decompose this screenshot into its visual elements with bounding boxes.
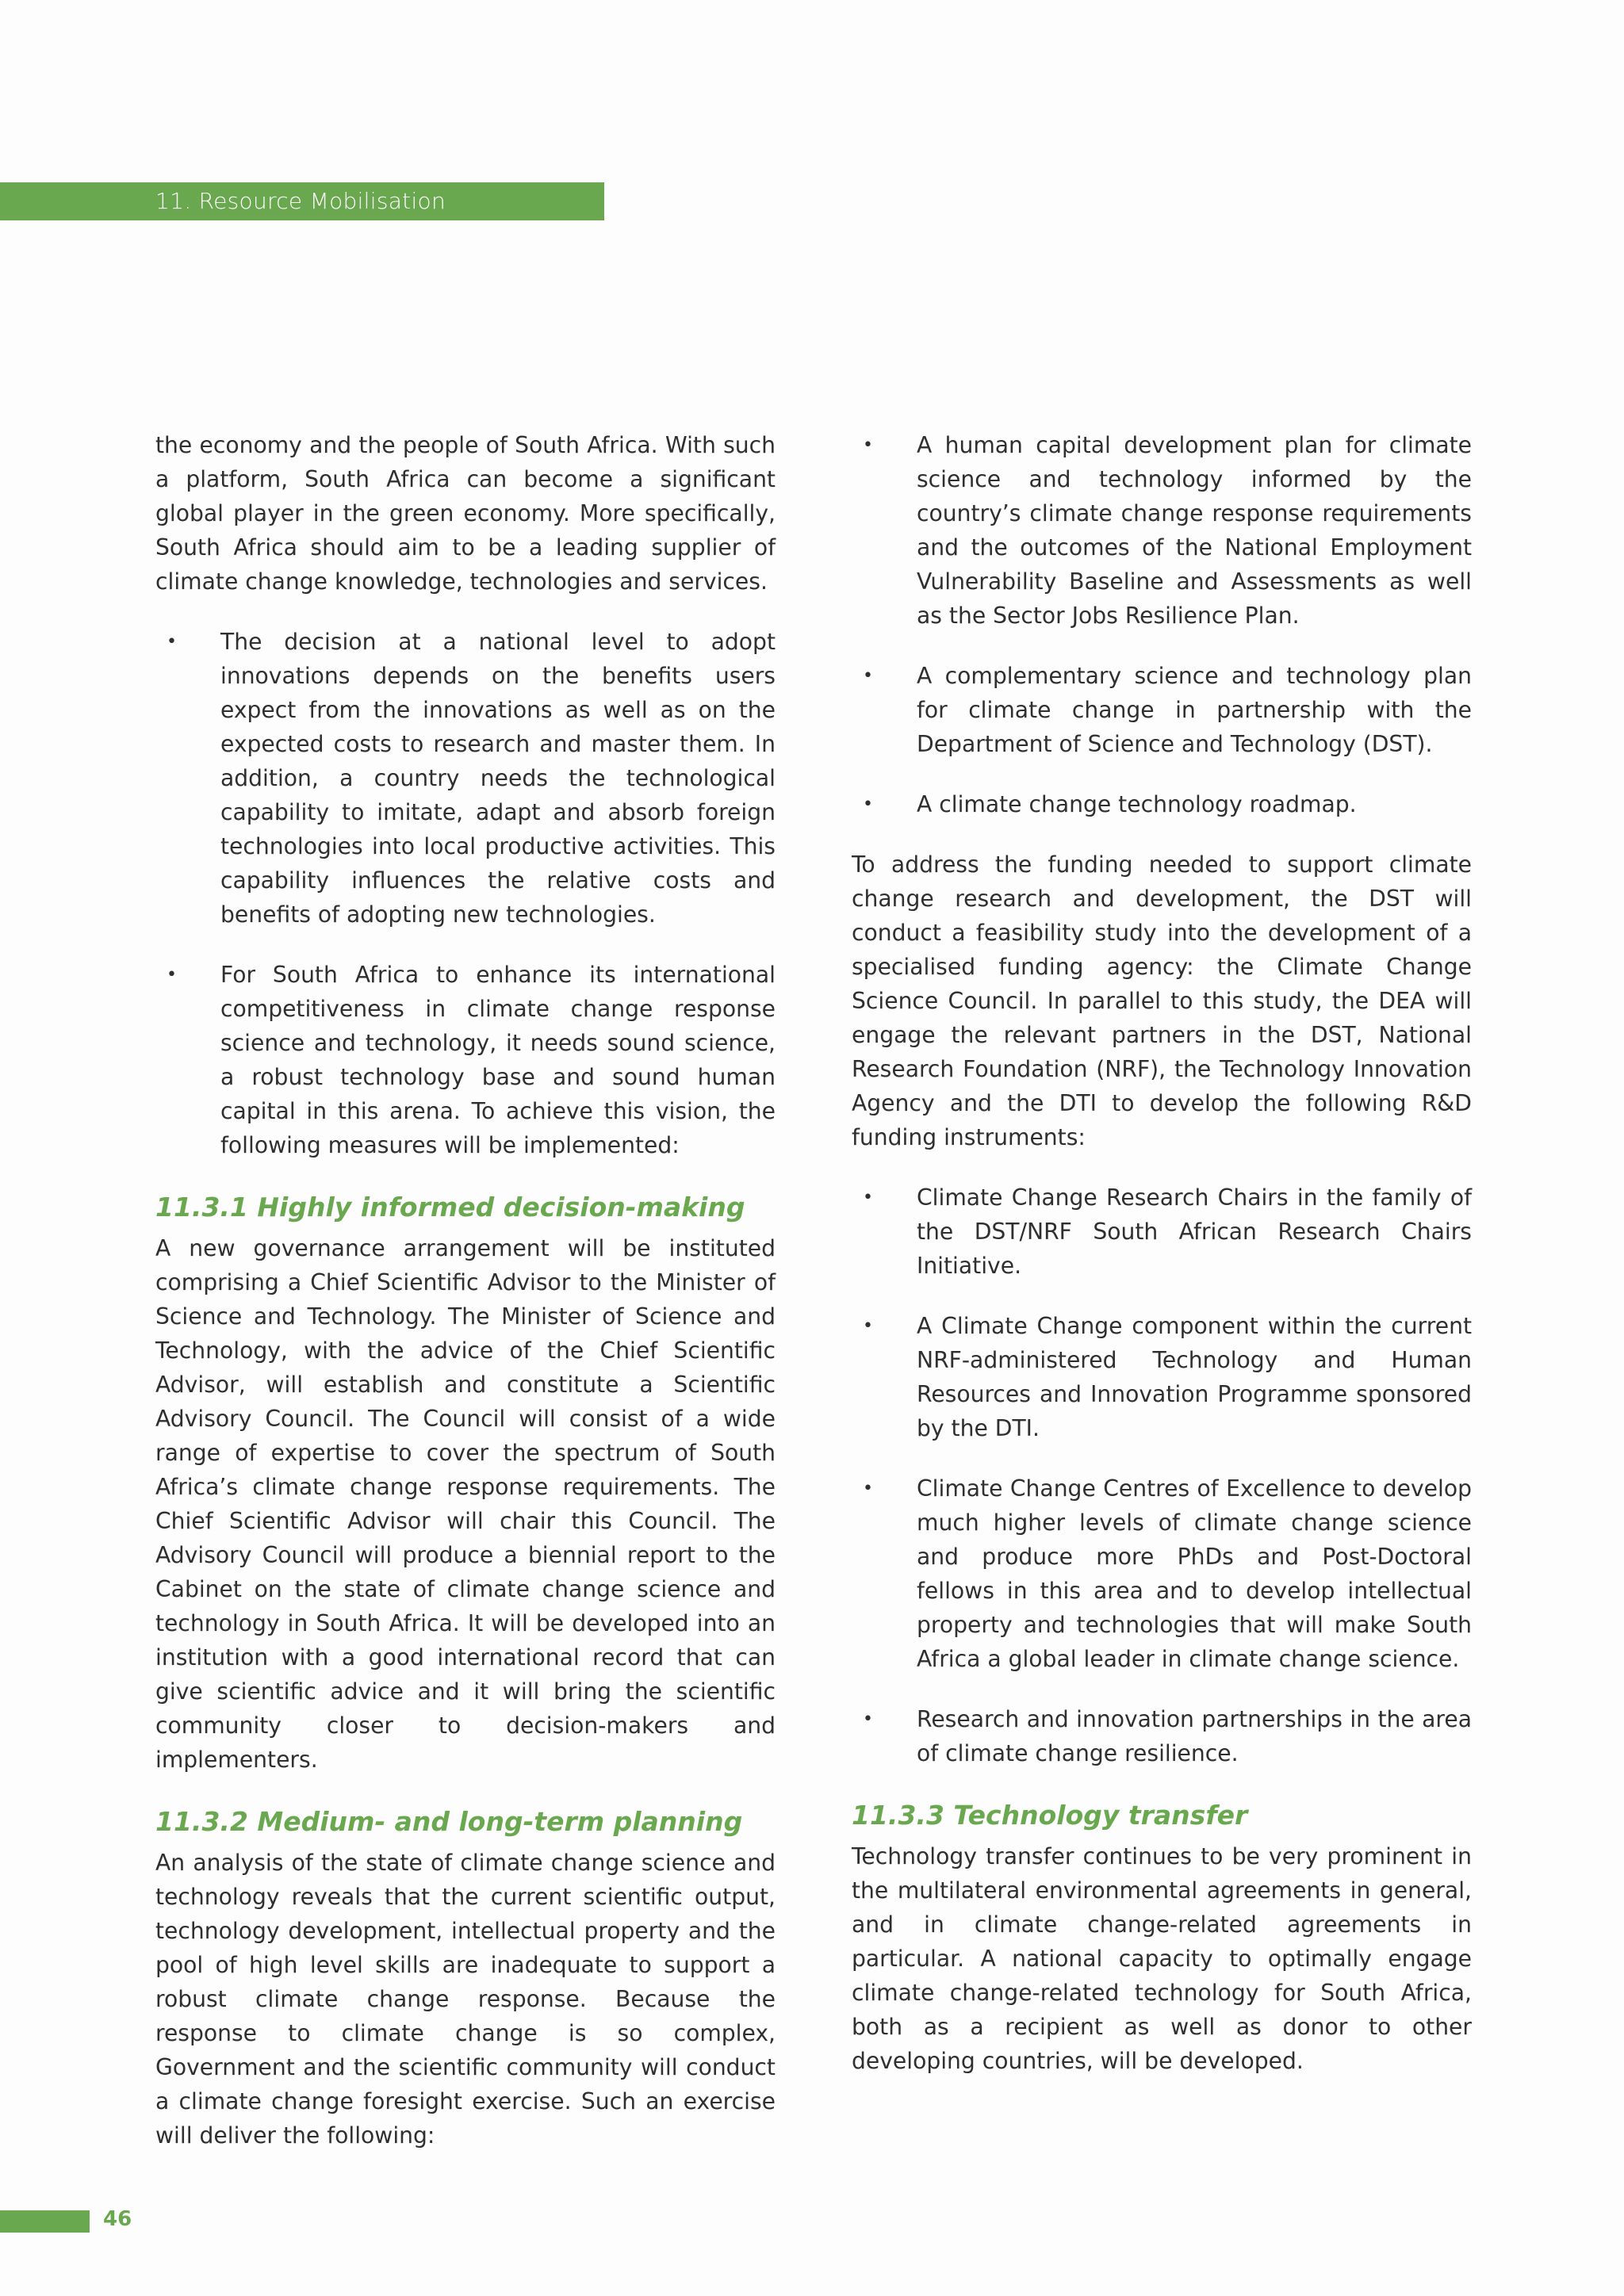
list-item <box>155 625 776 932</box>
bullet-icon: • <box>863 794 873 814</box>
list-item-text: A climate change technology roadmap. <box>917 791 1357 817</box>
list-item <box>852 1702 1472 1770</box>
bullet-icon: • <box>863 435 873 455</box>
bullet-icon: • <box>863 1188 873 1207</box>
right-bullet-list-b <box>852 1181 1472 1770</box>
list-item <box>155 958 776 1162</box>
list-item-text: Research and innovation partnerships in the area of climate change resilience. <box>917 1706 1472 1766</box>
list-item <box>852 787 1472 821</box>
list-item <box>852 1181 1472 1283</box>
section-heading-11-3-3: 11.3.3 Technology transfer <box>852 1800 1248 1831</box>
right-bullet-list-a <box>852 428 1472 821</box>
section-body-11-3-2: An analysis of the state of climate change science and technology reveals that the current scientific output, technology development, intellectual property and the pool of high level skills are inadequate to support a robust climate change response. Because the response to climate change is so complex, Government and the scientific community will conduct a climate change foresight exercise. Such an exercise will deliver the following: <box>155 1850 776 2149</box>
list-item <box>852 659 1472 761</box>
section-heading-11-3-2: 11.3.2 Medium- and long-term planning <box>155 1806 743 1837</box>
bullet-icon: • <box>863 1709 873 1729</box>
list-item-text: A Climate Change component within the current NRF-administered Technology and Human Resources and Innovation Programme sponsored by the DTI. <box>917 1313 1472 1441</box>
list-item-text: Climate Change Centres of Excellence to develop much higher levels of climate change science and produce more PhDs and Post-Doctoral fellows in this area and to develop intellectual property and technologies that will make South Africa a global leader in climate change science. <box>917 1475 1472 1672</box>
section-header-label: 11. Resource Mobilisation <box>155 188 446 214</box>
section-body-11-3-3: Technology transfer continues to be very prominent in the multilateral environmental agreements in general, and in climate change-related agreements in particular. A national capacity to optimally engage climate change-related technology for South Africa, both as a recipient as well as donor to other developing countries, will be developed. <box>852 1843 1472 2074</box>
section-heading-11-3-1: 11.3.1 Highly informed decision-making <box>155 1192 745 1223</box>
bullet-icon: • <box>863 666 873 686</box>
intro-paragraph: the economy and the people of South Africa. With such a platform, South Africa can become a significant global player in the green economy. More specifically, South Africa should aim to be a leading supplier of climate change knowledge, technologies and services. <box>155 432 776 595</box>
bullet-icon: • <box>167 632 177 652</box>
list-item-text: A human capital development plan for climate science and technology informed by the country’s climate change response requirements and the outcomes of the National Employment Vulnerability Baseline and Assessments as well as the Sector Jobs Resilience Plan. <box>917 432 1472 629</box>
right-column <box>852 428 1472 2104</box>
funding-paragraph: To address the funding needed to support climate change research and development, the DST will conduct a feasibility study into the development of a specialised funding agency: the Climate Change Science Council. In parallel to this study, the DEA will engage the relevant partners in the DST, National Research Foundation (NRF), the Technology Innovation Agency and the DTI to develop the following R&D funding instruments: <box>852 851 1472 1150</box>
left-bullet-list <box>155 625 776 1162</box>
list-item-text: Climate Change Research Chairs in the family of the DST/NRF South African Research Chairs Initiative. <box>917 1184 1472 1279</box>
bullet-icon: • <box>863 1316 873 1336</box>
list-item-text: For South Africa to enhance its international competitiveness in climate change response science and technology, it needs sound science, a robust technology base and sound human capital in this arena. To achieve this vision, the following measures will be implemented: <box>220 962 776 1158</box>
page-number: 46 <box>103 2207 132 2231</box>
bullet-icon: • <box>167 965 177 985</box>
list-item-text: The decision at a national level to adopt innovations depends on the benefits users expect from the innovations as well as on the expected costs to research and master them. In addition, a country needs the technological capability to imitate, adapt and absorb foreign technologies into local productive activities. This capability influences the relative costs and benefits of adopting new technologies. <box>220 629 776 928</box>
list-item-text: A complementary science and technology plan for climate change in partnership with the Department of Science and Technology (DST). <box>917 663 1472 757</box>
page-number-bar <box>0 2210 90 2233</box>
list-item <box>852 1471 1472 1676</box>
list-item <box>852 428 1472 633</box>
left-column <box>155 428 776 2179</box>
section-body-11-3-1: A new governance arrangement will be instituted comprising a Chief Scientific Advisor to the Minister of Science and Technology. The Minister of Science and Technology, with the advice of the Chief Scientific Advisor, will establish and constitute a Scientific Advisory Council. The Council will consist of a wide range of expertise to cover the spectrum of South Africa’s climate change response requirements. The Chief Scientific Advisor will chair this Council. The Advisory Council will produce a biennial report to the Cabinet on the state of climate change science and technology in South Africa. It will be developed into an institution with a good international record that can give scientific advice and it will bring the scientific community closer to decision-makers and implementers. <box>155 1235 776 1773</box>
list-item <box>852 1309 1472 1445</box>
section-header-bar <box>0 182 604 220</box>
bullet-icon: • <box>863 1479 873 1498</box>
